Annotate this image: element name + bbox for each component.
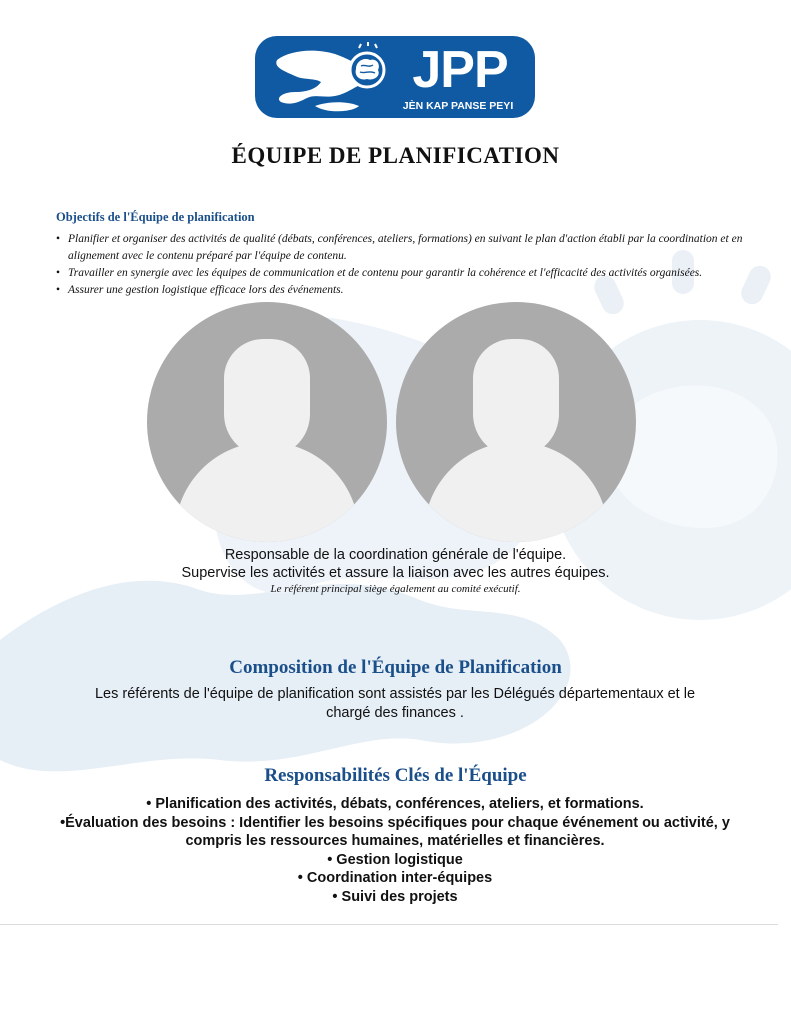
objectives-section	[56, 210, 756, 299]
avatar-placeholder-left	[147, 302, 387, 542]
responsibility-item: • Gestion logistique	[327, 851, 463, 868]
composition-title: Composition de l'Équipe de Planification	[229, 657, 562, 678]
logo-tagline: JÈN KAP PANSE PEYI	[402, 100, 514, 112]
bullet-icon: •	[56, 267, 61, 279]
bullet-icon: •	[56, 233, 61, 245]
responsibilities-list	[60, 795, 730, 906]
jpp-logo	[255, 36, 535, 118]
responsibility-item: •Évaluation des besoins : Identifier les besoins spécifiques pour chaque événement ou activité, y compris les ressources humaines, matérielles et financières.	[60, 814, 730, 849]
responsibility-item: • Planification des activités, débats, conférences, ateliers, et formations.	[146, 796, 644, 812]
avatar-body-shape	[424, 442, 608, 542]
role-line-1: Responsable de la coordination générale de l'équipe.	[224, 547, 567, 563]
footer-divider	[0, 924, 778, 925]
responsibility-item: • Coordination inter-équipes	[297, 870, 493, 886]
composition-text: Les référents de l'équipe de planification sont assistés par les Délégués départementaux et le chargé des finances .	[94, 686, 696, 721]
objective-item: • Assurer une gestion logistique efficace lors des événements.	[56, 282, 756, 299]
objectives-list	[56, 231, 756, 299]
objectives-title: Objectifs de l'Équipe de planification	[56, 210, 255, 224]
role-note: Le référent principal siège également au comité exécutif.	[270, 583, 521, 595]
avatar-head-shape	[224, 339, 310, 457]
avatar-head-shape	[473, 339, 559, 457]
objective-item: • Travailler en synergie avec les équipes de communication et de contenu pour garantir la cohérence et l'efficacité des activités organisées.	[56, 265, 756, 282]
avatar-body-shape	[175, 442, 359, 542]
role-line-2: Supervise les activités et assure la liaison avec les autres équipes.	[181, 565, 610, 581]
page-title: ÉQUIPE DE PLANIFICATION	[231, 143, 560, 168]
responsibility-item: • Suivi des projets	[332, 888, 458, 905]
objective-item: • Planifier et organiser des activités de qualité (débats, conférences, ateliers, formations) en suivant le plan d'action établi par la coordination et en alignement avec le contenu préparé par l'équipe de contenu.	[56, 233, 743, 262]
responsibilities-title: Responsabilités Clés de l'Équipe	[264, 765, 527, 786]
avatar-placeholder-right	[396, 302, 636, 542]
role-description	[0, 546, 791, 595]
logo-wordmark: JPP	[412, 41, 508, 99]
bullet-icon: •	[56, 284, 61, 296]
